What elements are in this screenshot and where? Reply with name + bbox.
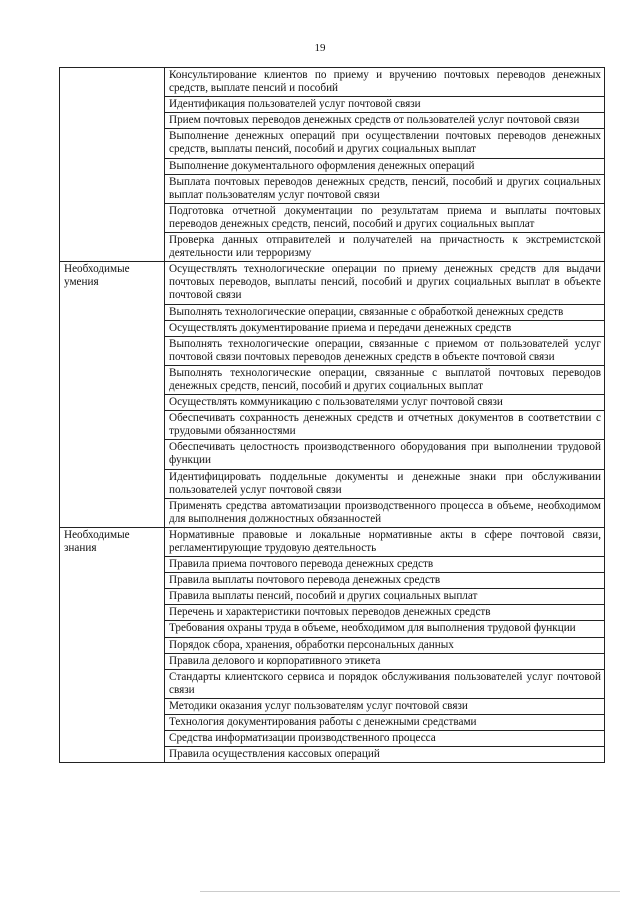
table-cell-item: Выполнять технологические операции, связанные с выплатой почтовых переводов денежных средств, пенсий, пособий и других социальных выплат [165, 365, 605, 394]
table-row [60, 262, 605, 304]
table-cell-item: Идентификация пользователей услуг почтовой связи [165, 97, 605, 113]
table-cell-item: Методики оказания услуг пользователям услуг почтовой связи [165, 698, 605, 714]
table-cell-item: Требования охраны труда в объеме, необходимом для выполнения трудовой функции [165, 621, 605, 637]
table-cell-item: Обеспечивать целостность производственного оборудования при выполнении трудовой функции [165, 440, 605, 469]
table-cell-item: Выполнение документального оформления денежных операций [165, 158, 605, 174]
page-number: 19 [314, 42, 326, 54]
table-cell-item: Нормативные правовые и локальные нормативные акты в сфере почтовой связи, регламентирующие трудовую деятельность [165, 527, 605, 556]
table-cell-item: Выплата почтовых переводов денежных средств, пенсий, пособий и других социальных выплат пользователям услуг почтовой связи [165, 174, 605, 203]
table-cell-item: Осуществлять документирование приема и передачи денежных средств [165, 320, 605, 336]
table-cell-item: Правила делового и корпоративного этикета [165, 653, 605, 669]
table-cell-item: Выполнять технологические операции, связанные с приемом от пользователей услуг почтовой связи почтовых переводов денежных средств в объекте почтовой связи [165, 336, 605, 365]
table-cell-item: Проверка данных отправителей и получателей на причастность к экстремистской деятельности или терроризму [165, 233, 605, 262]
table-cell-item: Правила выплаты пенсий, пособий и других социальных выплат [165, 589, 605, 605]
table-row [60, 527, 605, 556]
competency-table [59, 67, 605, 763]
table-cell-item: Применять средства автоматизации производственного процесса в объеме, необходимом для выполнения должностных обязанностей [165, 498, 605, 527]
scan-artifact-line [200, 891, 620, 892]
table-cell-item: Консультирование клиентов по приему и вручению почтовых переводов денежных средств, выплате пенсий и пособий [165, 68, 605, 97]
table-row [60, 68, 605, 97]
table-cell-item: Идентифицировать поддельные документы и денежные знаки при обслуживании пользователей услуг почтовой связи [165, 469, 605, 498]
table-cell-item: Осуществлять коммуникацию с пользователями услуг почтовой связи [165, 395, 605, 411]
section-label: Необходимые знания [60, 527, 165, 762]
table-cell-item: Прием почтовых переводов денежных средств от пользователей услуг почтовой связи [165, 113, 605, 129]
table-cell-item: Выполнять технологические операции, связанные с обработкой денежных средств [165, 304, 605, 320]
competency-table-body [60, 68, 605, 763]
table-cell-item: Подготовка отчетной документации по результатам приема и выплаты почтовых переводов денежных средств, пенсий, пособий и других социальных выплат [165, 203, 605, 232]
table-cell-item: Обеспечивать сохранность денежных средств и отчетных документов в соответствии с трудовыми обязанностями [165, 411, 605, 440]
table-cell-item: Средства информатизации производственного процесса [165, 731, 605, 747]
table-cell-item: Правила выплаты почтового перевода денежных средств [165, 573, 605, 589]
table-cell-item: Перечень и характеристики почтовых переводов денежных средств [165, 605, 605, 621]
table-cell-item: Технология документирования работы с денежными средствами [165, 715, 605, 731]
table-cell-item: Осуществлять технологические операции по приему денежных средств для выдачи почтовых переводов, выплаты пенсий, пособий и других социальных выплат в объекте почтовой связи [165, 262, 605, 304]
section-label [60, 68, 165, 262]
section-label: Необходимые умения [60, 262, 165, 528]
table-cell-item: Правила осуществления кассовых операций [165, 747, 605, 763]
table-cell-item: Правила приема почтового перевода денежных средств [165, 557, 605, 573]
table-cell-item: Порядок сбора, хранения, обработки персональных данных [165, 637, 605, 653]
table-cell-item: Выполнение денежных операций при осуществлении почтовых переводов денежных средств, выплаты пенсий, пособий и других социальных выплат [165, 129, 605, 158]
table-cell-item: Стандарты клиентского сервиса и порядок обслуживания пользователей услуг почтовой связи [165, 669, 605, 698]
